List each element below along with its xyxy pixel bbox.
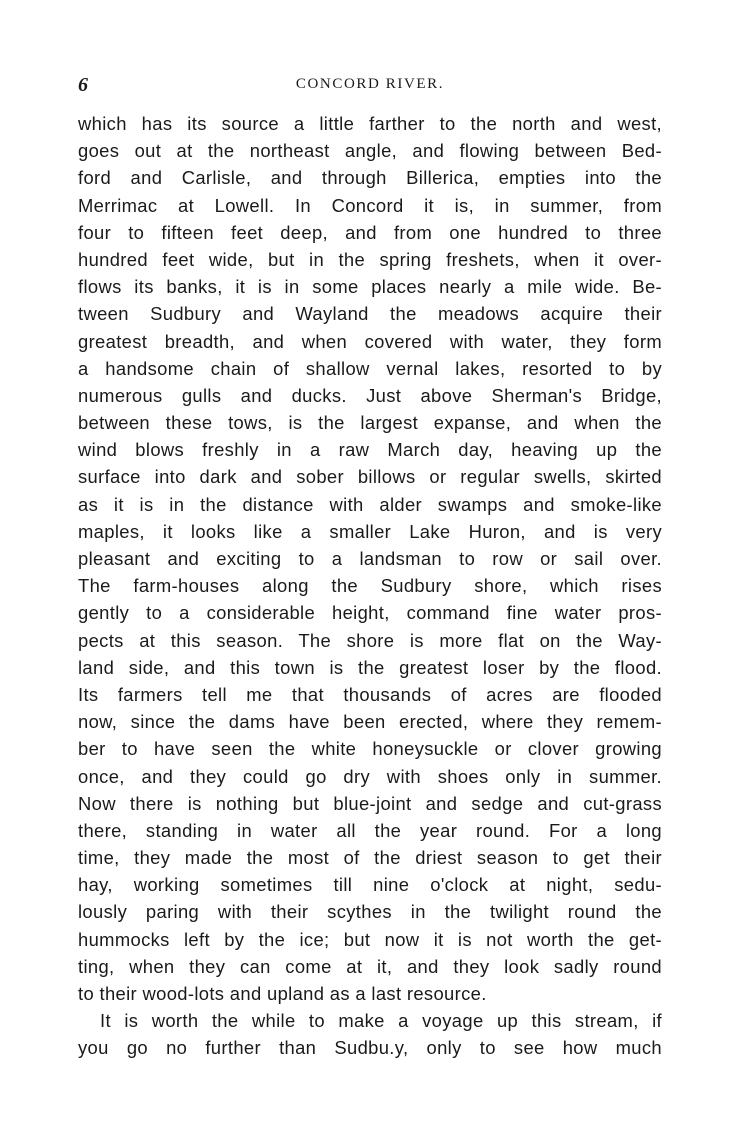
text-line: ber to have seen the white honeysuckle or clover growing (78, 738, 662, 760)
text-line: Merrimac at Lowell. In Concord it is, in summer, from (78, 194, 662, 216)
paragraph-2 (78, 1007, 662, 1061)
text-line: Its farmers tell me that thousands of acres are flooded (78, 683, 662, 705)
text-line: now, since the dams have been erected, where they remem- (78, 711, 662, 733)
body-text (78, 110, 662, 1062)
running-title: CONCORD RIVER. (295, 76, 445, 92)
text-line: ford and Carlisle, and through Billerica, empties into the (78, 167, 662, 189)
text-line: flows its banks, it is in some places nearly a mile wide. Be- (78, 276, 662, 298)
text-line: The farm-houses along the Sudbury shore, which rises (78, 575, 662, 597)
text-line: hummocks left by the ice; but now it is not worth the get- (78, 928, 662, 950)
text-line: maples, it looks like a smaller Lake Huron, and is very (78, 520, 662, 542)
text-line: surface into dark and sober billows or regular swells, skirted (78, 466, 662, 488)
text-line: goes out at the northeast angle, and flowing between Bed- (78, 140, 662, 162)
text-line: pleasant and exciting to a landsman to row or sail over. (78, 548, 662, 569)
text-line: lously paring with their scythes in the twilight round the (78, 901, 662, 923)
text-line: you go no further than Sudbu.y, only to see how much (78, 1037, 662, 1059)
text-line: tween Sudbury and Wayland the meadows acquire their (78, 303, 662, 325)
text-line: It is worth the while to make a voyage up this stream, if (100, 1010, 662, 1032)
text-line: to their wood-lots and upland as a last resource. (78, 983, 487, 1004)
text-line: pects at this season. The shore is more flat on the Way- (78, 629, 662, 651)
text-line: as it is in the distance with alder swamps and smoke-like (78, 493, 662, 515)
text-line: once, and they could go dry with shoes only in summer. (78, 765, 662, 787)
running-head (78, 74, 662, 98)
text-line: hay, working sometimes till nine o'clock at night, sedu- (78, 874, 662, 896)
text-line: gently to a considerable height, command fine water pros- (78, 602, 662, 624)
text-line: numerous gulls and ducks. Just above Sherman's Bridge, (78, 384, 662, 406)
text-line: time, they made the most of the driest season to get their (78, 847, 662, 869)
text-line: wind blows freshly in a raw March day, heaving up the (78, 439, 662, 461)
paragraph-1 (78, 110, 662, 1007)
text-line: four to fifteen feet deep, and from one hundred to three (78, 221, 662, 243)
text-line: which has its source a little farther to the north and west, (78, 113, 662, 134)
text-line: Now there is nothing but blue-joint and sedge and cut-grass (78, 792, 662, 814)
text-line: ting, when they can come at it, and they look sadly round (78, 955, 662, 977)
text-line: greatest breadth, and when covered with water, they form (78, 330, 662, 352)
text-line: a handsome chain of shallow vernal lakes, resorted to by (78, 357, 662, 379)
text-line: hundred feet wide, but in the spring freshets, when it over- (78, 248, 662, 270)
page-number: 6 (78, 74, 88, 96)
text-line: there, standing in water all the year round. For a long (78, 819, 662, 841)
text-line: between these tows, is the largest expanse, and when the (78, 412, 662, 434)
text-line: land side, and this town is the greatest loser by the flood. (78, 656, 662, 678)
